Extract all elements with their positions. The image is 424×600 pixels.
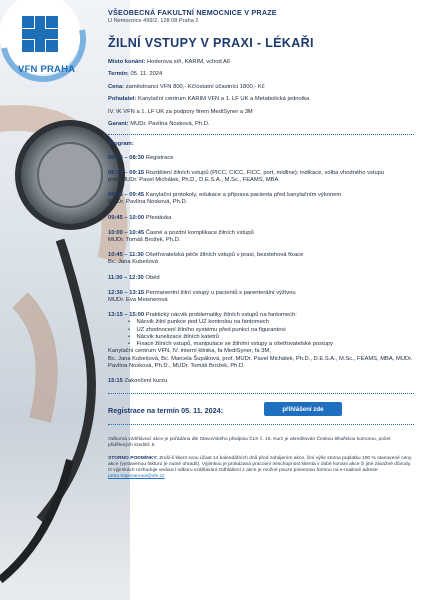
program-item-time: 10:00 – 10:45 [108, 229, 145, 236]
dotted-divider [108, 424, 414, 425]
program-item [108, 192, 414, 206]
accreditation-text: Odborná vzdělávací akce je pořádána dle Stavovského předpisu ČLK č. 16. Kurz je akreditován Českou lékařskou komorou, počet přidělených kreditů: 6 [108, 437, 391, 449]
date-label: Termín: [108, 71, 129, 78]
practical-bullet [108, 327, 414, 334]
contact-email-link[interactable]: petra.hajsmanova@vfn.cz [108, 474, 165, 480]
logo-text: VFN PRAHA [18, 64, 76, 75]
program-item-lecturer: prof. MUDr. Pavel Michálek, Ph.D., D.E.S.A., M.Sc., FEAMS, MBA [108, 177, 279, 184]
program-item-text: Oběd [145, 274, 160, 281]
program-item-text: Registrace [145, 154, 174, 161]
program-heading: Program: [108, 141, 134, 148]
bullet-icon: • [128, 326, 131, 333]
register-button[interactable]: přihlášení zde [264, 402, 342, 416]
program-item-time: 08:30 – 09:15 [108, 169, 145, 176]
program-item-lecturer: Bc. Jana Kubešová [108, 259, 158, 266]
practical-bullet-text: UZ zhodnocení žilního systému před punkcí na figurantovi [136, 326, 286, 333]
vfn-cross-icon [0, 0, 100, 96]
program-item-time: 11:30 – 12:30 [108, 274, 144, 281]
organizer-value-2: IV. IK VFN a 1. LF UK za podpory firem MediSyner a 3M [108, 108, 253, 115]
storno-text: Zruší-li klient svou účast 14 kalendářních dnů před zahájením akce, činí výše storna poplatku 100 % stanovené ceny akce (vystavenou fakturu je nutné uhradit). Výjimkou je prokázaná pracovní neschopnost klienta v době konání akce či jiné závažné důvody. O výjimkách rozhoduje vedoucí odboru vzdělávání.Odhlášení z akce je možné pouze písemnou formou na e-mailové adrese: [108, 455, 412, 473]
program-item [108, 290, 414, 304]
program-item [108, 275, 414, 282]
program-item [108, 215, 414, 222]
bullet-icon: • [128, 333, 131, 340]
guarantor-value: MUDr. Pavlína Nosková, Ph.D. [130, 121, 210, 128]
program-item-lecturer: MUDr. Eva Meisnerová [108, 297, 168, 304]
bullet-icon: • [128, 319, 131, 326]
organizer-label: Pořadatel: [108, 96, 137, 103]
course-title: ŽILNÍ VSTUPY V PRAXI - LÉKAŘI [108, 36, 314, 50]
practical-bullet-text: Nácvik žilní punkce pod UZ kontrolou na fantomech [136, 319, 269, 326]
practical-bullet [108, 334, 414, 341]
program-item-text: Kanylační protokoly, edukace a příprava pacienta před kanylačním výkonem [145, 192, 342, 199]
program-item-text: Ošetřovatelská péče žilních vstupů v praxi, bezstehová fixace [145, 252, 304, 259]
date-value: 05. 11. 2024 [130, 71, 163, 78]
bullet-icon: • [128, 341, 131, 348]
course-info [108, 59, 414, 128]
organizer-value: Kanylační centrum KARIM VFN a 1. LF UK a Metabolická jednotka [137, 96, 310, 103]
guarantor-label: Garant: [108, 121, 129, 128]
program-item-lecturer: MUDr. Tomáš Brožek, Ph.D. [108, 237, 181, 244]
dotted-divider [108, 134, 414, 135]
program-list [108, 155, 414, 305]
program-item-text: Rozdělení žilních vstupů (PICC, CICC, FICC, port, midline); indikace, volba vhodného vstupu [145, 169, 385, 176]
hospital-name: VŠEOBECNÁ FAKULTNÍ NEMOCNICE V PRAZE [108, 8, 277, 17]
dotted-divider [108, 393, 414, 394]
program-item-time: 09:45 – 10:00 [108, 214, 145, 221]
program-item [108, 252, 414, 266]
program-item-time: 10:45 – 11:30 [108, 252, 144, 259]
practical-time: 13:15 – 15:00 [108, 312, 145, 319]
registration-label: Registrace na termín 05. 11. 2024: [108, 406, 224, 416]
footer-notes [108, 437, 414, 480]
program-item-time: 08:15 – 08:30 [108, 154, 145, 161]
venue-label: Místo konání: [108, 59, 146, 65]
main-content [108, 8, 414, 486]
practical-lecturers: Bc. Jana Kubešová, Bc. Marcela Šupáková, prof. MUDr. Pavel Michálek, Ph.D., D.E.S.A., M.Sc., FEAMS, MBA, MUDr. Pavlína Nosková, Ph.D., MUDr. Tomáš Brožek, Ph.D. [108, 355, 413, 369]
program-item [108, 155, 414, 162]
program-item-lecturer: MUDr. Pavlína Nosková, Ph.D. [108, 199, 188, 206]
practical-bullet [108, 319, 414, 326]
program-item-time: 12:30 – 13:15 [108, 289, 145, 296]
closing-text: Zakončení kurzu [124, 377, 168, 384]
vfn-logo [0, 0, 100, 96]
program-item-time: 09:15 – 09:45 [108, 192, 145, 199]
storno-label: STORNO PODMÍNKY: [108, 455, 158, 461]
price-value: zaměstnanci VFN 800,- Kč/ostatní účastníci 1800,- Kč [125, 83, 265, 90]
hospital-address: U Nemocnice 499/2, 128 08 Praha 2 [108, 18, 199, 24]
practical-item [108, 312, 414, 370]
practical-bullet [108, 341, 414, 348]
practical-bullets [108, 319, 414, 348]
practical-trailing: Kanylační centrum VFN, IV. interní klinika, fa MediSyner, fa 3M, [108, 348, 271, 355]
practical-text: Praktický nácvik problematiky žilních vstupů na fantomech: [145, 312, 297, 319]
practical-bullet-text: Nácvik tunelizace žilních katetrů [136, 333, 219, 340]
program-item-text: Přestávka [145, 214, 172, 221]
practical-bullet-text: Fixace žilních vstupů, manipulace se žilními vstupy a ošetřovatelské postupy [136, 341, 334, 348]
program [108, 141, 414, 385]
program-item [108, 230, 414, 244]
program-item-text: Časné a pozdní komplikace žilních vstupů [145, 229, 254, 236]
program-item [108, 170, 414, 184]
closing-time: 15:15 [108, 377, 123, 384]
venue-value: Hoderova síň, KARIM, vchod A6 [146, 59, 231, 65]
closing-item [108, 378, 414, 385]
price-label: Cena: [108, 83, 125, 90]
program-item-text: Permanentní žilní vstupy u pacientů s parenterální výživou [145, 289, 296, 296]
registration-row [108, 400, 414, 420]
